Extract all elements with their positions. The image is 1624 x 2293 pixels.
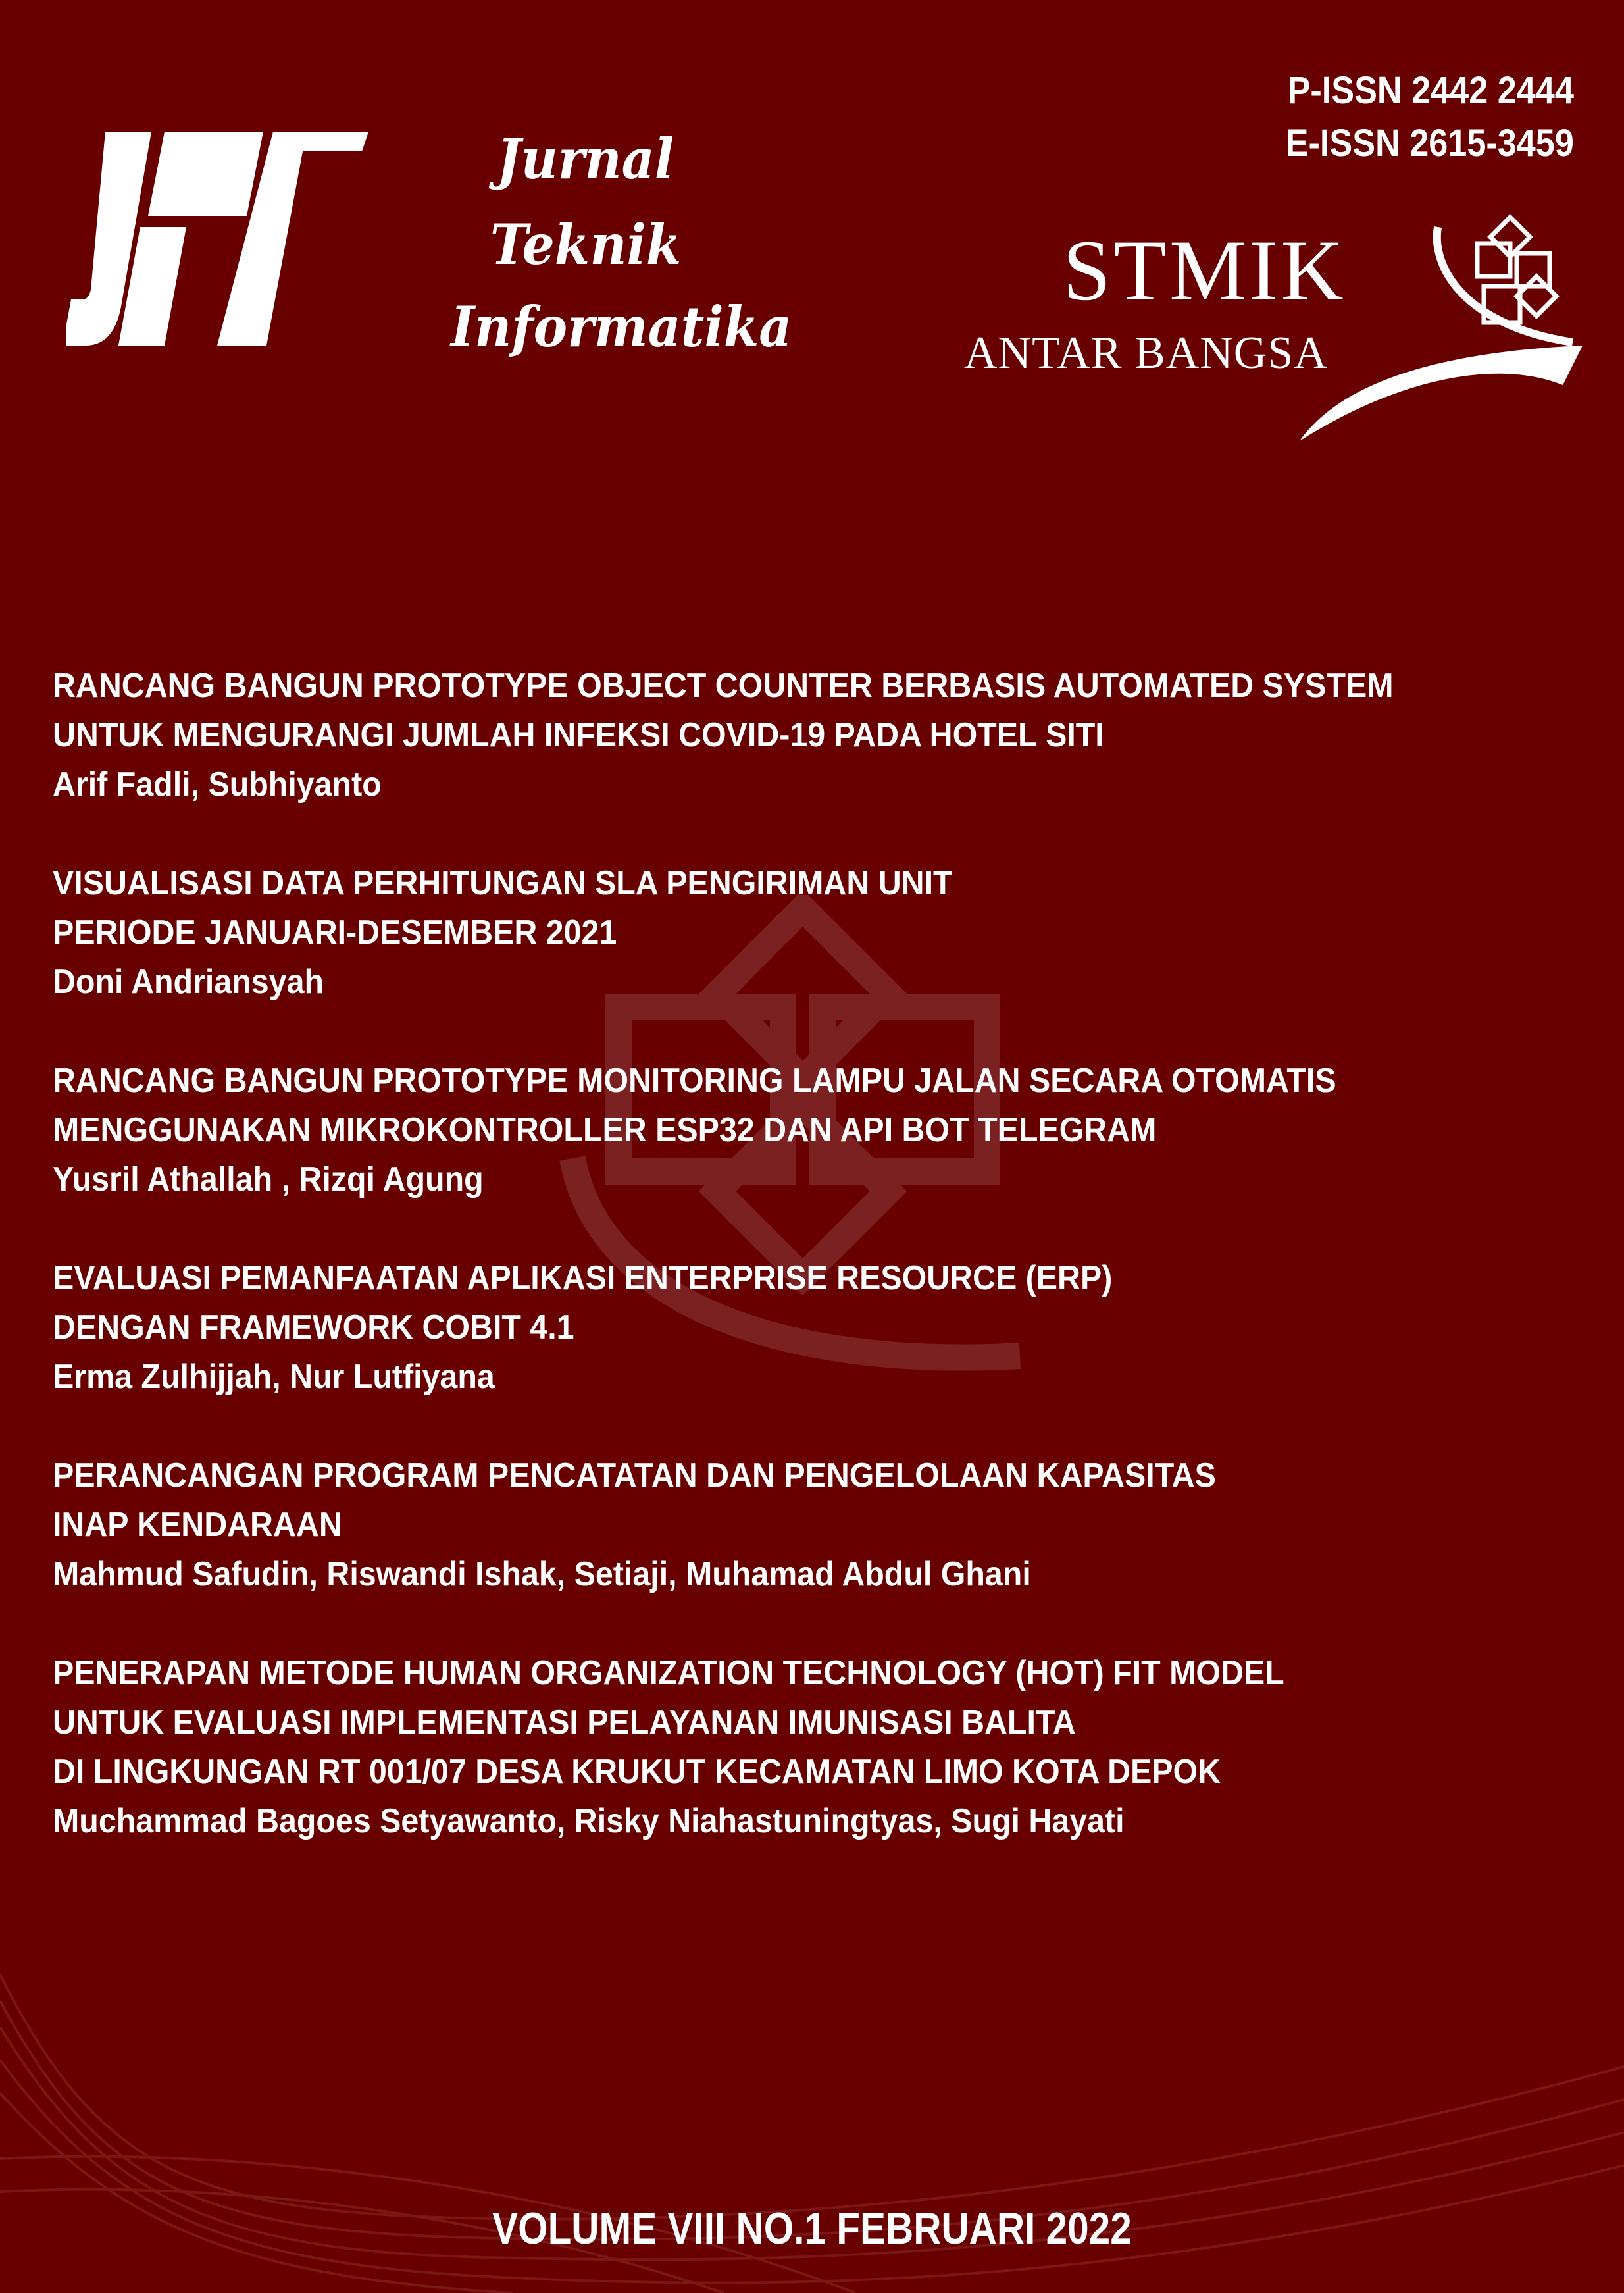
institution-subname: ANTAR BANGSA [964,328,1328,378]
article-title-line: EVALUASI PEMANFAATAN APLIKASI ENTERPRISE RESOURCE (ERP) [53,1259,1113,1297]
journal-name-line: Teknik [490,212,682,277]
article-authors: Mahmud Safudin, Riswandi Ishak, Setiaji, Muhamad Abdul Ghani [53,1555,1031,1593]
article-title-line: UNTUK EVALUASI IMPLEMENTASI PELAYANAN IMUNISASI BALITA [53,1703,1076,1741]
article-title-line: DI LINGKUNGAN RT 001/07 DESA KRUKUT KECAMATAN LIMO KOTA DEPOK [53,1753,1221,1791]
article-entry [53,1451,1579,1599]
article-title-line: PERANCANGAN PROGRAM PENCATATAN DAN PENGELOLAAN KAPASITAS [53,1456,1216,1495]
article-authors: Arif Fadli, Subhiyanto [53,765,382,804]
article-authors: Erma Zulhijjah, Nur Lutfiyana [53,1358,495,1396]
article-entry [53,1056,1579,1204]
volume-text: VOLUME VIII NO.1 FEBRUARI 2022 [492,2203,1132,2254]
article-title-line: MENGGUNAKAN MIKROKONTROLLER ESP32 DAN API BOT TELEGRAM [53,1111,1157,1149]
article-title-line: RANCANG BANGUN PROTOTYPE OBJECT COUNTER BERBASIS AUTOMATED SYSTEM [53,667,1394,705]
journal-name-line: Informatika [451,294,792,359]
swoosh-graphic [1300,346,1583,441]
article-entry [53,1254,1579,1402]
article-title-line: RANCANG BANGUN PROTOTYPE MONITORING LAMPU JALAN SECARA OTOMATIS [53,1062,1336,1100]
article-title-line: PERIODE JANUARI-DESEMBER 2021 [53,914,617,952]
article-authors: Muchammad Bagoes Setyawanto, Risky Niahastuningtyas, Sugi Hayati [53,1802,1125,1840]
volume-issue-label [0,2203,1624,2254]
journal-name-line: Jurnal [497,126,674,192]
article-entry [53,1649,1579,1846]
article-authors: Doni Andriansyah [53,963,324,1001]
issn-block [1286,64,1574,170]
article-title-line: DENGAN FRAMEWORK COBIT 4.1 [53,1308,574,1347]
p-issn: P-ISSN 2442 2444 [1287,69,1574,112]
article-title-line: VISUALISASI DATA PERHITUNGAN SLA PENGIRIMAN UNIT [53,864,953,902]
article-entry [53,859,1579,1007]
institution-emblem-icon [1425,214,1579,352]
article-list [53,661,1579,1895]
e-issn: E-ISSN 2615-3459 [1285,122,1574,165]
article-title-line: UNTUK MENGURANGI JUMLAH INFEKSI COVID-19 PADA HOTEL SITI [53,716,1104,754]
article-entry [53,661,1579,810]
article-title-line: PENERAPAN METODE HUMAN ORGANIZATION TECHNOLOGY (HOT) FIT MODEL [53,1654,1284,1692]
article-authors: Yusril Athallah , Rizqi Agung [53,1160,484,1198]
institution-name: STMIK [1063,222,1346,319]
article-title-line: INAP KENDARAAN [53,1506,342,1544]
